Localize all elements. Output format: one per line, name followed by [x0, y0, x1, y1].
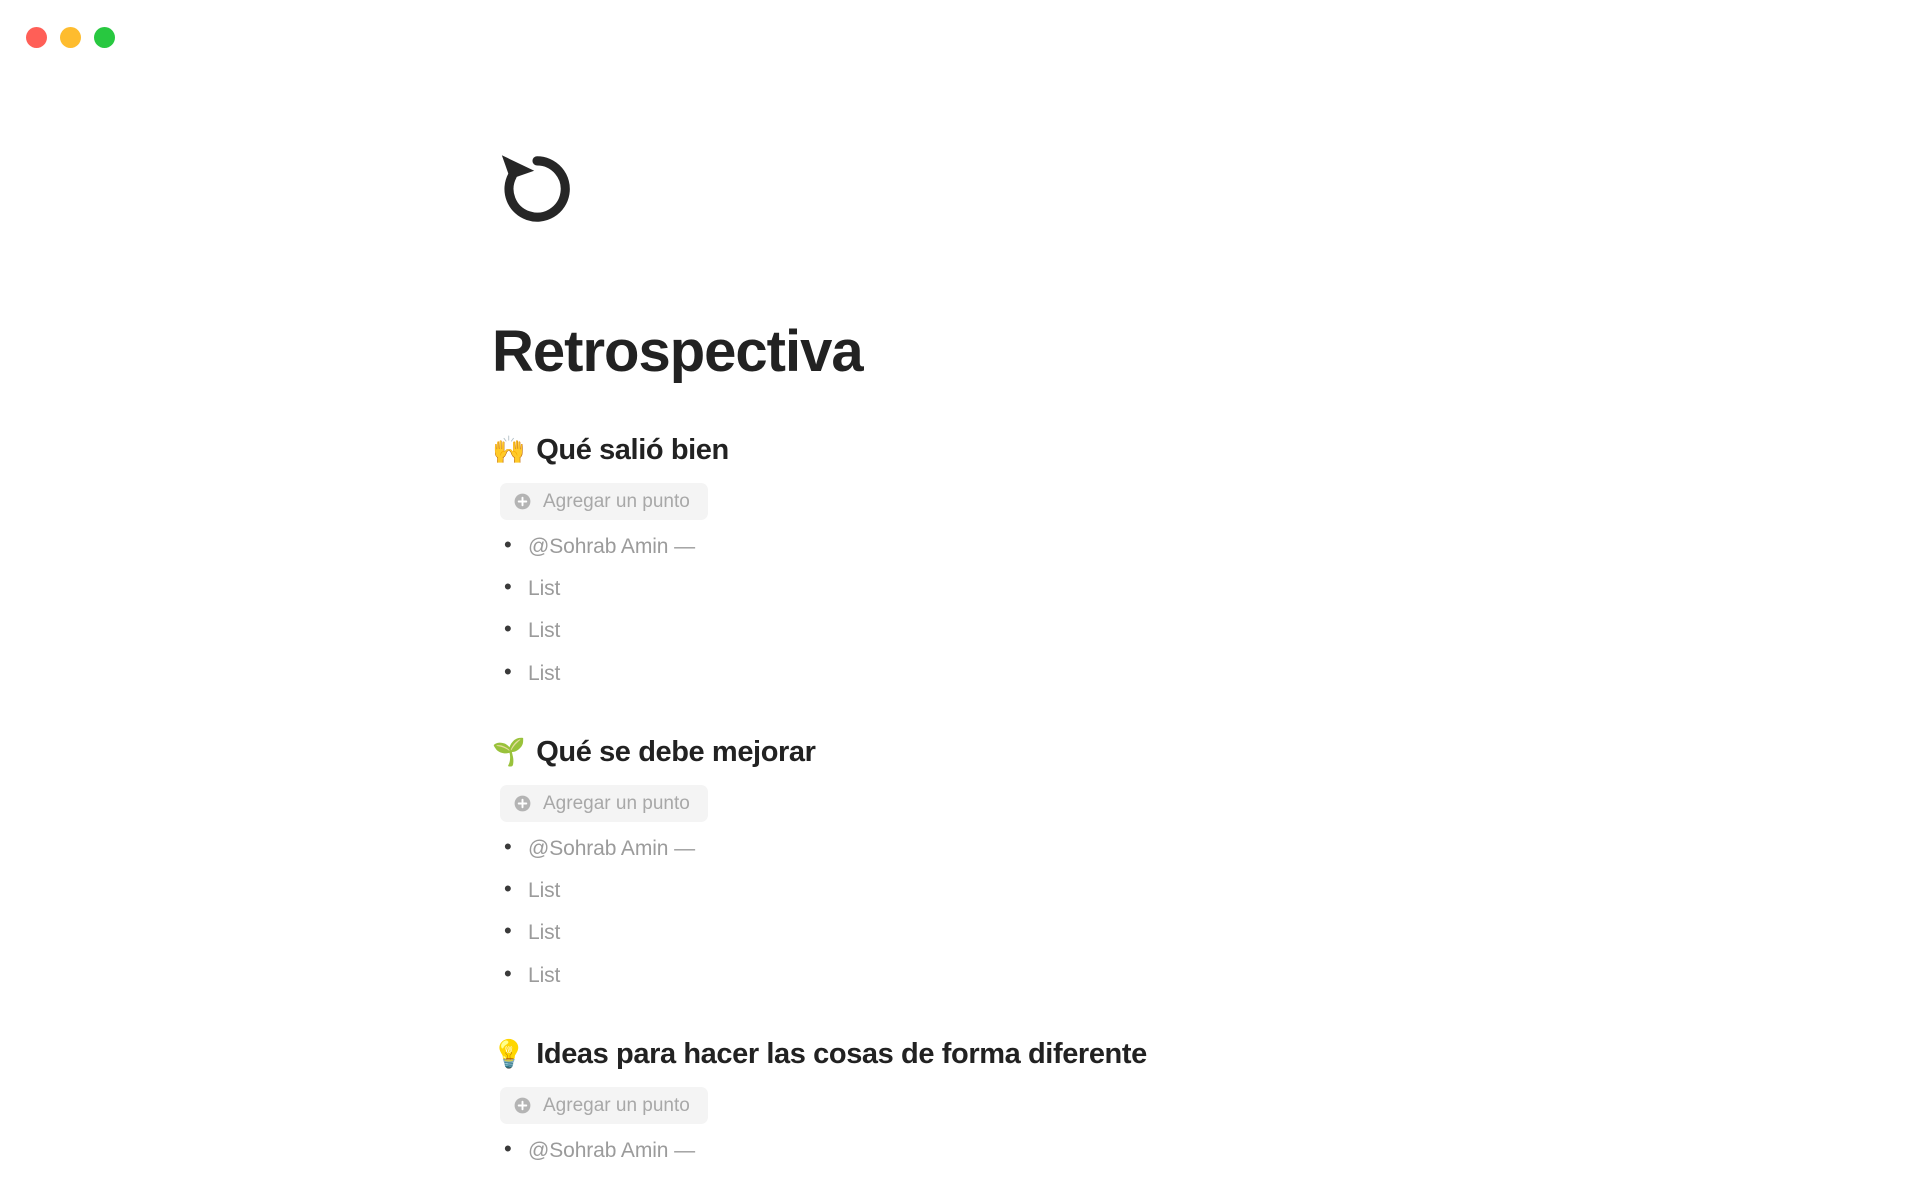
list-item[interactable]: [492, 960, 1860, 988]
section-que-se-debe-mejorar: [492, 734, 1860, 988]
list-item[interactable]: [492, 576, 1860, 601]
bullet-list: [492, 1138, 1860, 1163]
celebration-emoji-icon: 🙌: [492, 434, 526, 465]
bullet-list: [492, 836, 1860, 988]
maximize-button[interactable]: [94, 27, 115, 48]
bullet-icon: •: [504, 918, 512, 944]
lightbulb-emoji-icon: 💡: [492, 1038, 526, 1069]
list-item[interactable]: [492, 1138, 1860, 1163]
list-item-text: List: [528, 577, 561, 601]
traffic-lights: [26, 27, 115, 48]
section-heading-label: Ideas para hacer las cosas de forma diferente: [536, 1037, 1147, 1070]
list-item-text: List: [528, 963, 561, 987]
list-item[interactable]: [492, 658, 1860, 686]
bullet-icon: •: [504, 574, 512, 600]
bullet-icon: •: [504, 616, 512, 642]
section-heading: [492, 734, 1860, 770]
list-item-text: @Sohrab Amin —: [528, 535, 695, 559]
plus-circle-icon: [513, 1096, 532, 1115]
section-heading-label: Qué se debe mejorar: [536, 735, 816, 768]
bullet-icon: •: [504, 658, 512, 684]
bullet-icon: •: [504, 834, 512, 860]
bullet-icon: •: [504, 876, 512, 902]
close-button[interactable]: [26, 27, 47, 48]
add-point-button[interactable]: [500, 1087, 708, 1124]
list-item[interactable]: [492, 878, 1860, 903]
section-heading: [492, 1036, 1860, 1072]
section-heading-label: Qué salió bien: [536, 433, 729, 466]
section-que-salio-bien: [492, 432, 1860, 686]
list-item[interactable]: [492, 534, 1860, 559]
undo-arrow-icon[interactable]: [492, 144, 582, 234]
plus-circle-icon: [513, 794, 532, 813]
add-point-button[interactable]: [500, 785, 708, 822]
list-item[interactable]: [492, 836, 1860, 861]
plus-circle-icon: [513, 492, 532, 511]
minimize-button[interactable]: [60, 27, 81, 48]
list-item-text: List: [528, 661, 561, 685]
add-point-button[interactable]: [500, 483, 708, 520]
section-ideas-diferentes: [492, 1036, 1860, 1163]
list-item[interactable]: [492, 920, 1860, 945]
add-point-label: Agregar un punto: [543, 1095, 690, 1117]
list-item[interactable]: [492, 618, 1860, 643]
add-point-label: Agregar un punto: [543, 793, 690, 815]
bullet-icon: •: [504, 1136, 512, 1162]
list-item-text: @Sohrab Amin —: [528, 1139, 695, 1163]
document-body: [0, 144, 1920, 1163]
list-item-text: List: [528, 921, 561, 945]
bullet-icon: •: [504, 960, 512, 986]
section-heading: [492, 432, 1860, 468]
add-point-label: Agregar un punto: [543, 491, 690, 513]
window-titlebar: [0, 0, 1920, 74]
bullet-icon: •: [504, 532, 512, 558]
seedling-emoji-icon: 🌱: [492, 736, 526, 767]
bullet-list: [492, 534, 1860, 686]
list-item-text: List: [528, 879, 561, 903]
page-title: Retrospectiva: [492, 319, 863, 384]
list-item-text: List: [528, 619, 561, 643]
list-item-text: @Sohrab Amin —: [528, 837, 695, 861]
